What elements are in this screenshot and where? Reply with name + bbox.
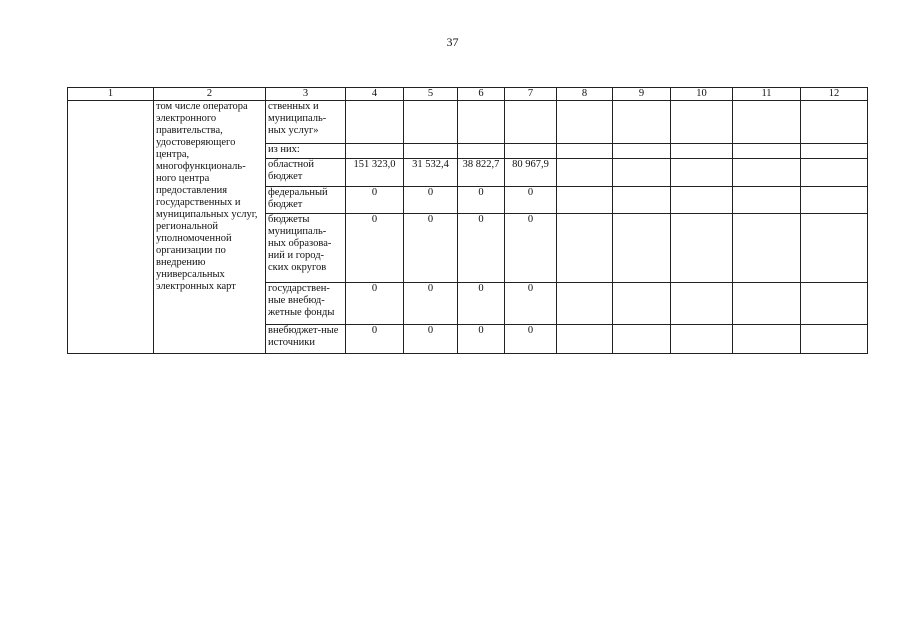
empty-cell bbox=[733, 283, 801, 325]
value-cell bbox=[346, 144, 404, 159]
column-number: 6 bbox=[458, 88, 505, 101]
empty-cell bbox=[671, 325, 733, 354]
row-label: федеральный бюджет bbox=[266, 187, 346, 214]
empty-cell bbox=[671, 187, 733, 214]
column-number: 3 bbox=[266, 88, 346, 101]
row-label: государствен-ные внебюд-жетные фонды bbox=[266, 283, 346, 325]
empty-cell bbox=[801, 187, 868, 214]
value-cell bbox=[458, 144, 505, 159]
column-number-row bbox=[68, 88, 868, 101]
empty-cell bbox=[557, 144, 613, 159]
value-cell bbox=[404, 144, 458, 159]
budget-table bbox=[67, 87, 868, 354]
value-cell: 0 bbox=[346, 325, 404, 354]
value-cell: 0 bbox=[458, 187, 505, 214]
col1-cell bbox=[68, 101, 154, 354]
empty-cell bbox=[613, 101, 671, 144]
value-cell: 0 bbox=[505, 187, 557, 214]
empty-cell bbox=[557, 283, 613, 325]
value-cell: 0 bbox=[505, 214, 557, 283]
empty-cell bbox=[557, 214, 613, 283]
value-cell: 0 bbox=[505, 325, 557, 354]
value-cell bbox=[404, 101, 458, 144]
empty-cell bbox=[801, 325, 868, 354]
empty-cell bbox=[733, 325, 801, 354]
empty-cell bbox=[801, 101, 868, 144]
value-cell: 0 bbox=[346, 283, 404, 325]
empty-cell bbox=[613, 159, 671, 187]
page-number: 37 bbox=[446, 35, 459, 49]
column-number: 11 bbox=[733, 88, 801, 101]
empty-cell bbox=[733, 144, 801, 159]
value-cell: 0 bbox=[458, 283, 505, 325]
empty-cell bbox=[671, 144, 733, 159]
empty-cell bbox=[801, 159, 868, 187]
empty-cell bbox=[613, 214, 671, 283]
value-cell: 38 822,7 bbox=[458, 159, 505, 187]
value-cell: 0 bbox=[404, 214, 458, 283]
empty-cell bbox=[733, 187, 801, 214]
column-number: 5 bbox=[404, 88, 458, 101]
row-label: бюджеты муниципаль-ных образова-ний и город-ских округов bbox=[266, 214, 346, 283]
value-cell: 31 532,4 bbox=[404, 159, 458, 187]
column-number: 7 bbox=[505, 88, 557, 101]
empty-cell bbox=[557, 187, 613, 214]
empty-cell bbox=[557, 159, 613, 187]
value-cell bbox=[346, 101, 404, 144]
empty-cell bbox=[671, 283, 733, 325]
empty-cell bbox=[671, 159, 733, 187]
value-cell: 0 bbox=[404, 187, 458, 214]
column-number: 8 bbox=[557, 88, 613, 101]
column-number: 1 bbox=[68, 88, 154, 101]
value-cell: 151 323,0 bbox=[346, 159, 404, 187]
value-cell: 0 bbox=[404, 283, 458, 325]
empty-cell bbox=[613, 144, 671, 159]
value-cell: 0 bbox=[346, 187, 404, 214]
row-label: внебюджет-ные источники bbox=[266, 325, 346, 354]
col2-description: том числе оператора электронного правительства, удостоверяющего центра, многофункциональ-ного центра предоставления государственных и муниципальных услуг, региональной уполномоченной организации по внедрению универсальных электронных карт bbox=[154, 101, 266, 354]
value-cell bbox=[505, 144, 557, 159]
empty-cell bbox=[671, 101, 733, 144]
empty-cell bbox=[733, 159, 801, 187]
column-number: 9 bbox=[613, 88, 671, 101]
empty-cell bbox=[671, 214, 733, 283]
value-cell: 80 967,9 bbox=[505, 159, 557, 187]
value-cell bbox=[458, 101, 505, 144]
empty-cell bbox=[613, 325, 671, 354]
value-cell: 0 bbox=[346, 214, 404, 283]
empty-cell bbox=[733, 101, 801, 144]
table-row bbox=[68, 101, 868, 144]
column-number: 2 bbox=[154, 88, 266, 101]
row-label: ственных и муниципаль-ных услуг» bbox=[266, 101, 346, 144]
value-cell bbox=[505, 101, 557, 144]
empty-cell bbox=[801, 283, 868, 325]
empty-cell bbox=[557, 325, 613, 354]
column-number: 10 bbox=[671, 88, 733, 101]
empty-cell bbox=[801, 214, 868, 283]
value-cell: 0 bbox=[404, 325, 458, 354]
empty-cell bbox=[557, 101, 613, 144]
column-number: 12 bbox=[801, 88, 868, 101]
value-cell: 0 bbox=[505, 283, 557, 325]
row-label: областной бюджет bbox=[266, 159, 346, 187]
row-label: из них: bbox=[266, 144, 346, 159]
empty-cell bbox=[613, 187, 671, 214]
empty-cell bbox=[801, 144, 868, 159]
empty-cell bbox=[613, 283, 671, 325]
empty-cell bbox=[733, 214, 801, 283]
value-cell: 0 bbox=[458, 325, 505, 354]
column-number: 4 bbox=[346, 88, 404, 101]
value-cell: 0 bbox=[458, 214, 505, 283]
